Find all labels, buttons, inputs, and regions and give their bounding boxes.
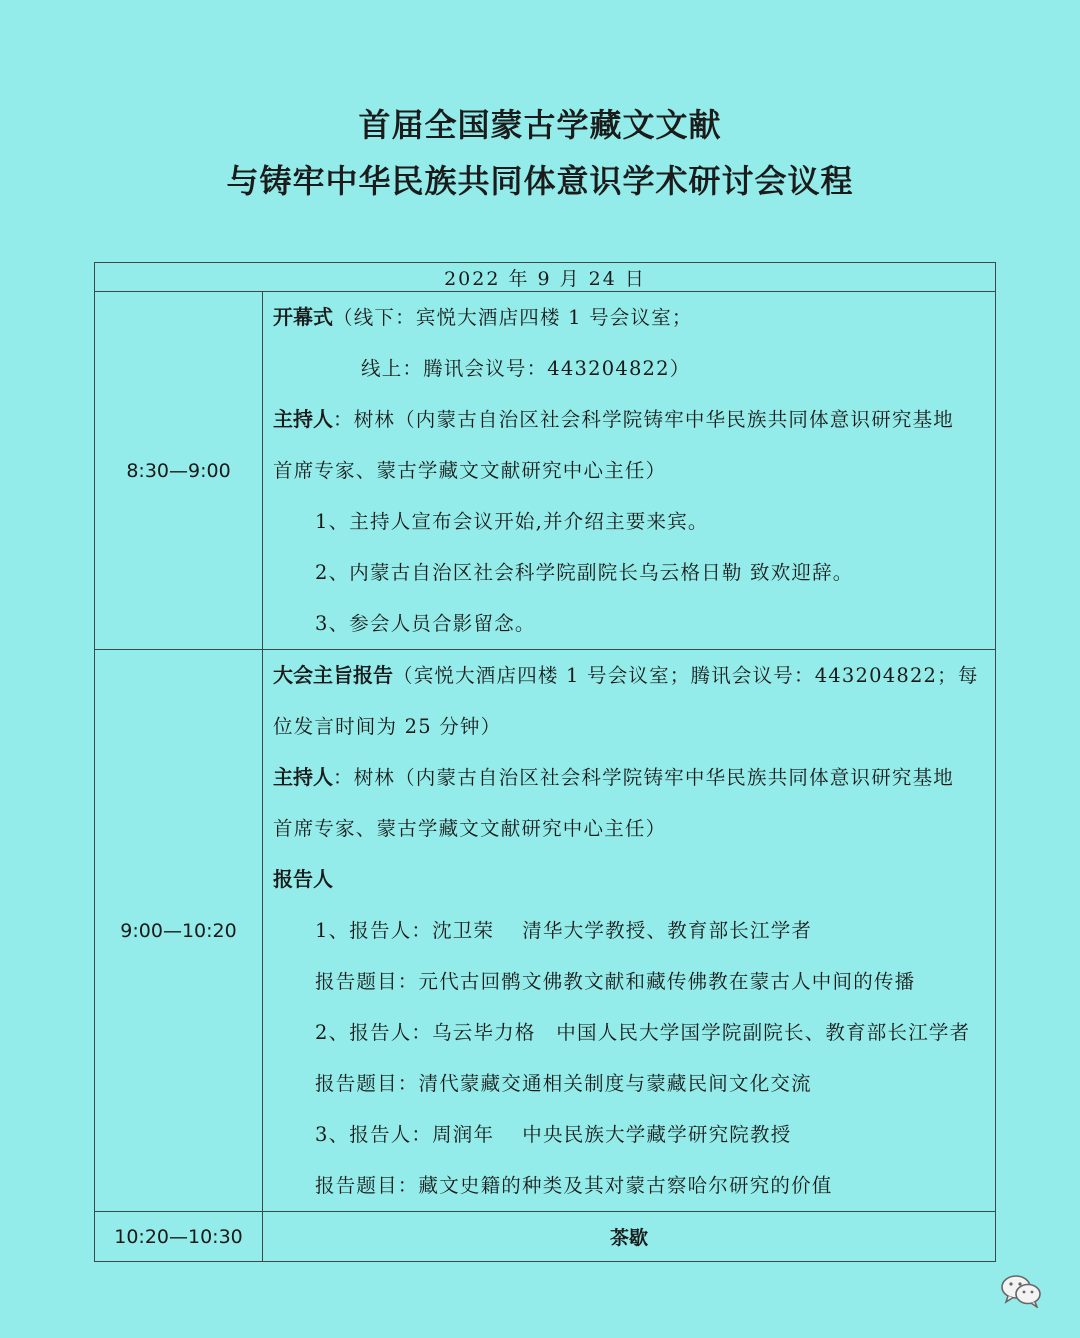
opening-label: 开幕式 (273, 305, 333, 329)
session-row-keynote (95, 650, 996, 1212)
list-item: 3、参会人员合影留念。 (315, 612, 536, 635)
tea-break: 茶歇 (263, 1212, 996, 1262)
host-text: ：树林（内蒙古自治区社会科学院铸牢中华民族共同体意识研究基地 (333, 408, 955, 431)
keynote-venue-cont: 位发言时间为 25 分钟） (273, 715, 502, 738)
keynote-label: 大会主旨报告 (273, 663, 393, 687)
list-item: 报告题目：藏文史籍的种类及其对蒙古察哈尔研究的价值 (315, 1174, 833, 1197)
agenda-title-line-2: 与铸牢中华民族共同体意识学术研讨会议程 (226, 162, 854, 200)
keynote-line (273, 650, 985, 701)
session-time: 10:20—10:30 (95, 1212, 263, 1262)
date-row (95, 263, 996, 292)
list-item: 报告题目：元代古回鹘文佛教文献和藏传佛教在蒙古人中间的传播 (315, 970, 916, 993)
agenda-table (94, 262, 996, 1262)
list-item: 1、主持人宣布会议开始,并介绍主要来宾。 (315, 510, 709, 533)
opening-line (273, 292, 985, 343)
reporters-label: 报告人 (273, 867, 333, 891)
opening-online: 线上：腾讯会议号：443204822） (361, 357, 691, 380)
list-item: 3、报告人：周润年 中央民族大学藏学研究院教授 (315, 1123, 792, 1146)
host-line (273, 752, 985, 803)
session-row-opening (95, 292, 996, 650)
list-item: 1、报告人：沈卫荣 清华大学教授、教育部长江学者 (315, 919, 813, 942)
session-content (263, 650, 996, 1212)
list-item: 2、内蒙古自治区社会科学院副院长乌云格日勒 致欢迎辞。 (315, 561, 854, 584)
session-time: 9:00—10:20 (95, 650, 263, 1212)
keynote-venue: （宾悦大酒店四楼 1 号会议室；腾讯会议号：443204822；每 (393, 664, 979, 687)
list-item: 2、报告人：乌云毕力格 中国人民大学国学院副院长、教育部长江学者 (315, 1021, 971, 1044)
host-text: ：树林（内蒙古自治区社会科学院铸牢中华民族共同体意识研究基地 (333, 766, 955, 789)
agenda-date: 2022 年 9 月 24 日 (95, 263, 996, 292)
host-line (273, 394, 985, 445)
wechat-icon (1000, 1272, 1044, 1308)
session-row-break (95, 1212, 996, 1262)
session-time: 8:30—9:00 (95, 292, 263, 650)
opening-venue: （线下：宾悦大酒店四楼 1 号会议室； (333, 306, 693, 329)
host-text-cont: 首席专家、蒙古学藏文文献研究中心主任） (273, 817, 667, 840)
agenda-title-line-1: 首届全国蒙古学藏文文献 (358, 106, 722, 144)
list-item: 报告题目：清代蒙藏交通相关制度与蒙藏民间文化交流 (315, 1072, 812, 1095)
host-label: 主持人 (273, 407, 333, 431)
session-content (263, 292, 996, 650)
host-text-cont: 首席专家、蒙古学藏文文献研究中心主任） (273, 459, 667, 482)
host-label: 主持人 (273, 765, 333, 789)
